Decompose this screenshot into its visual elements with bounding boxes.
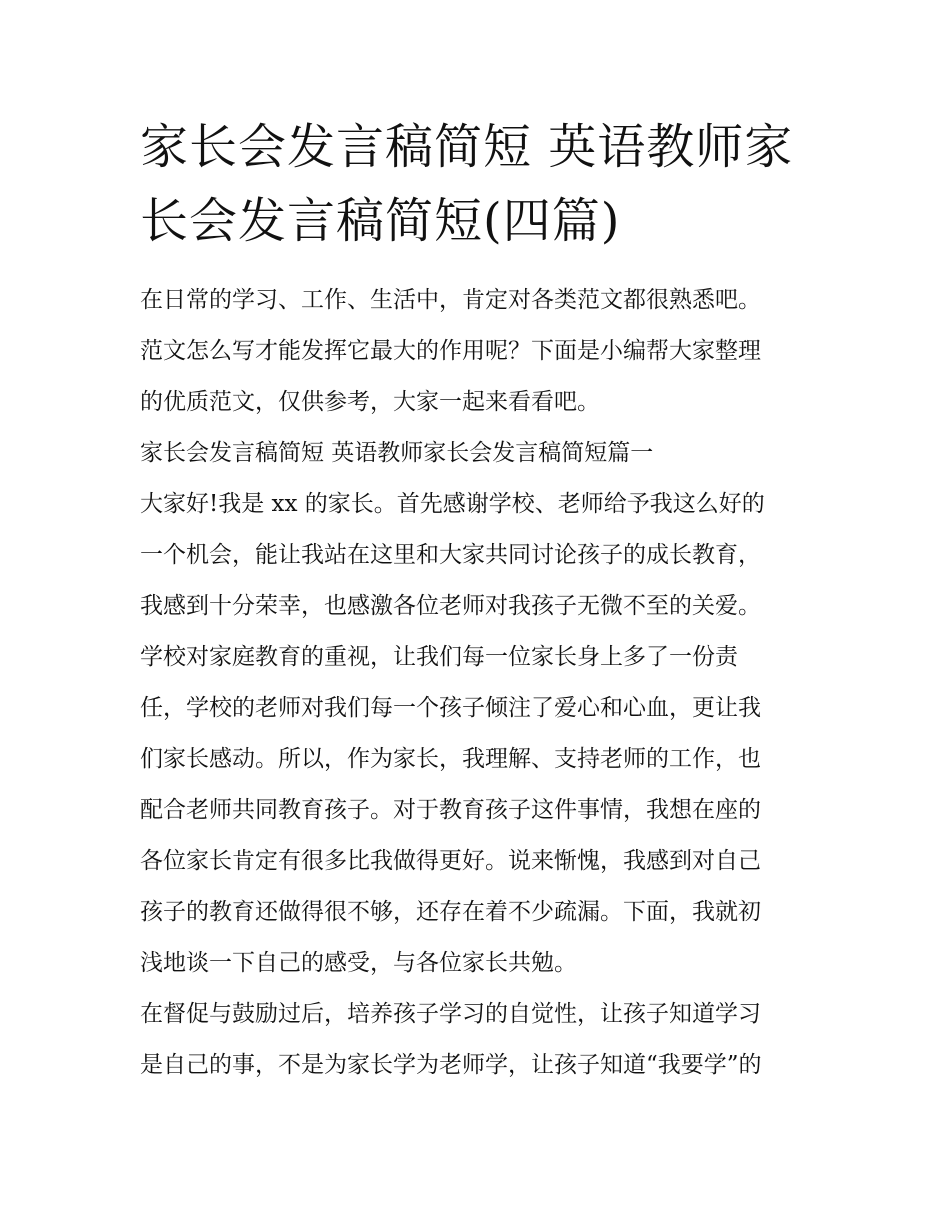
text-line: 一个机会，能让我站在这里和大家共同讨论孩子的成长教育， bbox=[140, 542, 761, 568]
document-body bbox=[140, 275, 830, 1091]
text-line: 是自己的事，不是为家长学为老师学，让孩子知道“我要学”的 bbox=[140, 1052, 762, 1078]
text-line: 配合老师共同教育孩子。对于教育孩子这件事情，我想在座的 bbox=[140, 797, 761, 823]
text-line: 学校对家庭教育的重视，让我们每一位家长身上多了一份责 bbox=[140, 644, 738, 670]
text-line: 任，学校的老师对我们每一个孩子倾注了爱心和心血，更让我 bbox=[140, 695, 761, 721]
title-line: 长会发言稿简短(四篇) bbox=[140, 193, 621, 249]
document-title bbox=[140, 110, 830, 258]
text-line: 大家好!我是 xx 的家长。首先感谢学校、老师给予我这么好的 bbox=[140, 491, 765, 517]
text-line: 我感到十分荣幸，也感激各位老师对我孩子无微不至的关爱。 bbox=[140, 593, 761, 619]
text-line: 孩子的教育还做得很不够，还存在着不少疏漏。下面，我就初 bbox=[140, 899, 761, 925]
title-line: 家长会发言稿简短 英语教师家 bbox=[140, 119, 794, 175]
section-heading: 家长会发言稿简短 英语教师家长会发言稿简短篇一 bbox=[140, 440, 654, 466]
text-line: 浅地谈一下自己的感受，与各位家长共勉。 bbox=[140, 950, 577, 976]
text-line: 范文怎么写才能发挥它最大的作用呢？下面是小编帮大家整理 bbox=[140, 338, 761, 364]
text-line: 各位家长肯定有很多比我做得更好。说来惭愧，我感到对自己 bbox=[140, 848, 761, 874]
text-line: 在日常的学习、工作、生活中，肯定对各类范文都很熟悉吧。 bbox=[140, 287, 761, 313]
text-line: 的优质范文，仅供参考，大家一起来看看吧。 bbox=[140, 389, 600, 415]
text-line: 们家长感动。所以，作为家长，我理解、支持老师的工作，也 bbox=[140, 746, 761, 772]
text-line: 在督促与鼓励过后，培养孩子学习的自觉性，让孩子知道学习 bbox=[140, 1001, 761, 1027]
